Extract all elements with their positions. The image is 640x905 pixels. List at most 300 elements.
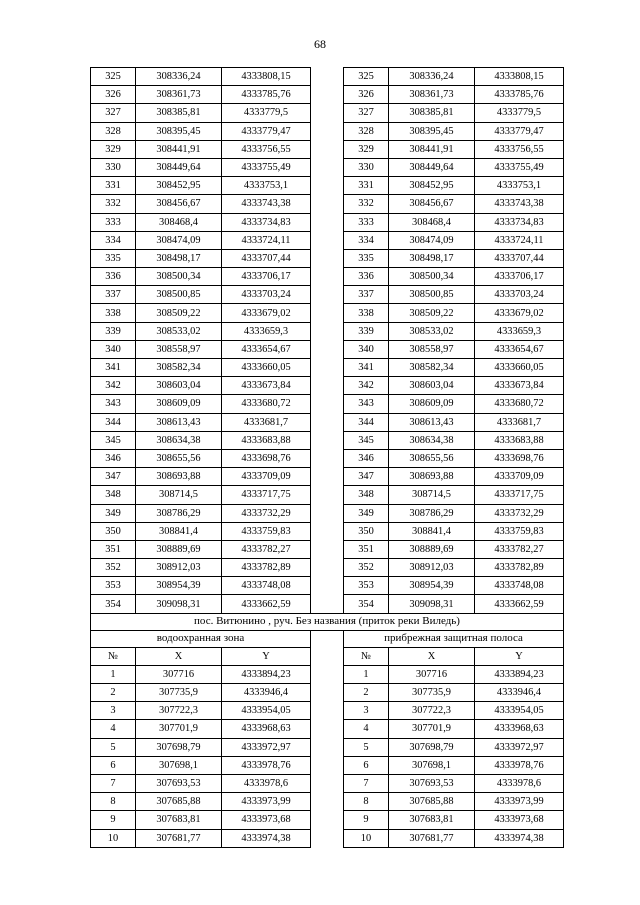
coord-x: 307698,79	[136, 738, 222, 756]
table-row	[91, 140, 564, 158]
table-row	[91, 540, 564, 558]
coord-y: 4333734,83	[222, 213, 311, 231]
coord-y: 4333978,6	[222, 774, 311, 792]
coord-y: 4333698,76	[222, 449, 311, 467]
coord-x: 308582,34	[389, 359, 475, 377]
table-row	[91, 340, 564, 358]
point-number: 336	[91, 268, 136, 286]
table-row	[91, 104, 564, 122]
coord-y: 4333673,84	[475, 377, 564, 395]
coord-x: 308693,88	[389, 468, 475, 486]
coord-y: 4333698,76	[475, 449, 564, 467]
coord-x: 308474,09	[136, 231, 222, 249]
section-coordinates-body	[91, 665, 564, 847]
water-protection-zone-title: водоохранная зона	[91, 630, 311, 647]
coord-y: 4333779,47	[222, 122, 311, 140]
column-gap	[311, 647, 344, 665]
coord-y: 4333743,38	[222, 195, 311, 213]
coord-y: 4333978,76	[475, 756, 564, 774]
coord-x: 308361,73	[389, 86, 475, 104]
table-row	[91, 122, 564, 140]
column-gap	[311, 140, 344, 158]
column-header-row	[91, 647, 564, 665]
point-number: 333	[91, 213, 136, 231]
point-number: 354	[344, 595, 389, 613]
page-number: 68	[314, 37, 326, 51]
point-number: 9	[344, 811, 389, 829]
point-number: 326	[91, 86, 136, 104]
coord-y: 4333782,89	[475, 559, 564, 577]
coord-y: 4333659,3	[475, 322, 564, 340]
coord-y: 4333946,4	[222, 684, 311, 702]
column-gap	[311, 540, 344, 558]
coastal-protective-strip-title: прибрежная защитная полоса	[344, 630, 564, 647]
coord-x: 307735,9	[136, 684, 222, 702]
column-gap	[311, 68, 344, 86]
coord-x: 308558,97	[389, 340, 475, 358]
table-row	[91, 829, 564, 847]
coord-y: 4333724,11	[475, 231, 564, 249]
column-gap	[311, 738, 344, 756]
column-gap	[311, 774, 344, 792]
coord-x: 307722,3	[389, 702, 475, 720]
table-row	[91, 68, 564, 86]
coord-x: 308498,17	[136, 249, 222, 267]
point-number: 3	[91, 702, 136, 720]
coord-y: 4333756,55	[475, 140, 564, 158]
section-header	[91, 613, 564, 665]
column-gap	[311, 811, 344, 829]
table-row	[91, 738, 564, 756]
header-y: Y	[222, 647, 311, 665]
point-number: 334	[91, 231, 136, 249]
coord-x: 308498,17	[389, 249, 475, 267]
coord-y: 4333683,88	[222, 431, 311, 449]
coord-x: 309098,31	[389, 595, 475, 613]
coord-y: 4333779,5	[475, 104, 564, 122]
coord-x: 308634,38	[136, 431, 222, 449]
coord-y: 4333974,38	[475, 829, 564, 847]
coord-x: 308603,04	[136, 377, 222, 395]
column-gap	[311, 377, 344, 395]
point-number: 328	[344, 122, 389, 140]
coord-y: 4333707,44	[475, 249, 564, 267]
coord-x: 307701,9	[389, 720, 475, 738]
coord-y: 4333732,29	[222, 504, 311, 522]
coord-x: 307722,3	[136, 702, 222, 720]
coord-x: 308609,09	[136, 395, 222, 413]
coord-y: 4333680,72	[475, 395, 564, 413]
table-row	[91, 522, 564, 540]
coord-y: 4333662,59	[475, 595, 564, 613]
point-number: 332	[344, 195, 389, 213]
table-row	[91, 559, 564, 577]
coord-x: 308889,69	[136, 540, 222, 558]
table-row	[91, 774, 564, 792]
coord-x: 308500,85	[136, 286, 222, 304]
point-number: 4	[91, 720, 136, 738]
coord-x: 309098,31	[136, 595, 222, 613]
point-number: 330	[91, 158, 136, 176]
point-number: 329	[91, 140, 136, 158]
coord-y: 4333732,29	[475, 504, 564, 522]
column-gap	[311, 522, 344, 540]
coord-x: 307685,88	[136, 793, 222, 811]
table-row	[91, 577, 564, 595]
coord-x: 307735,9	[389, 684, 475, 702]
coord-x: 308693,88	[136, 468, 222, 486]
coord-x: 308449,64	[389, 158, 475, 176]
table-row	[91, 377, 564, 395]
point-number: 327	[344, 104, 389, 122]
column-gap	[311, 431, 344, 449]
point-number: 340	[344, 340, 389, 358]
coord-x: 308336,24	[136, 68, 222, 86]
point-number: 333	[344, 213, 389, 231]
point-number: 335	[344, 249, 389, 267]
point-number: 7	[344, 774, 389, 792]
point-number: 328	[91, 122, 136, 140]
coord-y: 4333681,7	[222, 413, 311, 431]
coord-x: 307698,1	[136, 756, 222, 774]
coord-y: 4333743,38	[475, 195, 564, 213]
column-gap	[311, 829, 344, 847]
point-number: 344	[344, 413, 389, 431]
table-row	[91, 702, 564, 720]
coord-y: 4333968,63	[222, 720, 311, 738]
coord-x: 307716	[389, 665, 475, 683]
coord-x: 308336,24	[389, 68, 475, 86]
section-caption-row	[91, 613, 564, 630]
coord-x: 307698,79	[389, 738, 475, 756]
point-number: 6	[91, 756, 136, 774]
point-number: 340	[91, 340, 136, 358]
column-gap	[311, 249, 344, 267]
header-number: №	[344, 647, 389, 665]
coord-x: 308558,97	[136, 340, 222, 358]
point-number: 3	[344, 702, 389, 720]
coord-x: 308603,04	[389, 377, 475, 395]
coord-y: 4333755,49	[475, 158, 564, 176]
coord-y: 4333683,88	[475, 431, 564, 449]
coord-y: 4333973,99	[475, 793, 564, 811]
coord-x: 308609,09	[389, 395, 475, 413]
coord-y: 4333717,75	[475, 486, 564, 504]
coord-y: 4333973,68	[222, 811, 311, 829]
table-row	[91, 213, 564, 231]
point-number: 339	[344, 322, 389, 340]
coord-x: 308533,02	[136, 322, 222, 340]
point-number: 353	[91, 577, 136, 595]
coord-y: 4333706,17	[475, 268, 564, 286]
coord-y: 4333978,76	[222, 756, 311, 774]
table-row	[91, 504, 564, 522]
table-row	[91, 158, 564, 176]
table-row	[91, 595, 564, 613]
table-row	[91, 811, 564, 829]
coord-x: 307681,77	[136, 829, 222, 847]
coord-y: 4333972,97	[475, 738, 564, 756]
point-number: 4	[344, 720, 389, 738]
coord-y: 4333654,67	[222, 340, 311, 358]
coord-y: 4333785,76	[475, 86, 564, 104]
coord-x: 308449,64	[136, 158, 222, 176]
coord-y: 4333973,68	[475, 811, 564, 829]
point-number: 2	[344, 684, 389, 702]
coord-y: 4333954,05	[222, 702, 311, 720]
column-gap	[311, 559, 344, 577]
point-number: 337	[91, 286, 136, 304]
coord-y: 4333709,09	[475, 468, 564, 486]
coord-y: 4333968,63	[475, 720, 564, 738]
point-number: 337	[344, 286, 389, 304]
coord-y: 4333660,05	[222, 359, 311, 377]
coord-x: 308889,69	[389, 540, 475, 558]
coord-y: 4333679,02	[475, 304, 564, 322]
coord-y: 4333782,27	[222, 540, 311, 558]
coord-y: 4333709,09	[222, 468, 311, 486]
coord-x: 308456,67	[136, 195, 222, 213]
coord-x: 308714,5	[136, 486, 222, 504]
point-number: 335	[91, 249, 136, 267]
point-number: 2	[91, 684, 136, 702]
coord-x: 308509,22	[136, 304, 222, 322]
column-gap	[311, 577, 344, 595]
coord-y: 4333753,1	[475, 177, 564, 195]
coord-y: 4333753,1	[222, 177, 311, 195]
point-number: 5	[344, 738, 389, 756]
coord-x: 308912,03	[389, 559, 475, 577]
point-number: 326	[344, 86, 389, 104]
point-number: 7	[91, 774, 136, 792]
point-number: 10	[344, 829, 389, 847]
section-caption: пос. Витюнино , руч. Без названия (приток реки Виледь)	[91, 613, 564, 630]
coord-x: 308786,29	[136, 504, 222, 522]
table-row	[91, 684, 564, 702]
coord-y: 4333706,17	[222, 268, 311, 286]
table-row	[91, 249, 564, 267]
coord-x: 308500,85	[389, 286, 475, 304]
header-number: №	[91, 647, 136, 665]
coord-y: 4333654,67	[475, 340, 564, 358]
column-gap	[311, 486, 344, 504]
point-number: 330	[344, 158, 389, 176]
coord-y: 4333659,3	[222, 322, 311, 340]
coord-y: 4333946,4	[475, 684, 564, 702]
column-gap	[311, 322, 344, 340]
coord-x: 308452,95	[389, 177, 475, 195]
point-number: 351	[91, 540, 136, 558]
point-number: 349	[91, 504, 136, 522]
point-number: 348	[91, 486, 136, 504]
coord-x: 308395,45	[136, 122, 222, 140]
point-number: 354	[91, 595, 136, 613]
point-number: 329	[344, 140, 389, 158]
coordinates-table	[90, 67, 564, 848]
coord-x: 308786,29	[389, 504, 475, 522]
coord-y: 4333779,5	[222, 104, 311, 122]
coord-x: 308533,02	[389, 322, 475, 340]
point-number: 5	[91, 738, 136, 756]
table-row	[91, 468, 564, 486]
point-number: 350	[91, 522, 136, 540]
column-gap	[311, 413, 344, 431]
table-row	[91, 756, 564, 774]
coord-x: 308613,43	[136, 413, 222, 431]
coord-x: 307685,88	[389, 793, 475, 811]
point-number: 332	[91, 195, 136, 213]
coord-y: 4333703,24	[222, 286, 311, 304]
point-number: 352	[344, 559, 389, 577]
table-row	[91, 177, 564, 195]
point-number: 1	[91, 665, 136, 683]
point-number: 338	[91, 304, 136, 322]
point-number: 334	[344, 231, 389, 249]
point-number: 346	[344, 449, 389, 467]
table-row	[91, 486, 564, 504]
column-gap	[311, 449, 344, 467]
coord-x: 308395,45	[389, 122, 475, 140]
column-gap	[311, 468, 344, 486]
coord-x: 308582,34	[136, 359, 222, 377]
coord-y: 4333759,83	[222, 522, 311, 540]
column-gap	[311, 231, 344, 249]
point-number: 349	[344, 504, 389, 522]
point-number: 346	[91, 449, 136, 467]
coord-x: 308613,43	[389, 413, 475, 431]
point-number: 336	[344, 268, 389, 286]
point-number: 345	[344, 431, 389, 449]
coord-x: 308441,91	[389, 140, 475, 158]
coord-y: 4333734,83	[475, 213, 564, 231]
zone-titles-row	[91, 630, 564, 647]
coord-x: 308468,4	[136, 213, 222, 231]
coord-x: 308441,91	[136, 140, 222, 158]
column-gap	[311, 359, 344, 377]
column-gap	[311, 595, 344, 613]
coord-x: 307698,1	[389, 756, 475, 774]
coord-y: 4333707,44	[222, 249, 311, 267]
coord-y: 4333660,05	[475, 359, 564, 377]
top-coordinates-body	[91, 68, 564, 614]
point-number: 343	[344, 395, 389, 413]
table-row	[91, 268, 564, 286]
coord-x: 307693,53	[136, 774, 222, 792]
point-number: 1	[344, 665, 389, 683]
column-gap	[311, 630, 344, 647]
table-row	[91, 449, 564, 467]
column-gap	[311, 504, 344, 522]
column-gap	[311, 286, 344, 304]
coord-x: 308500,34	[136, 268, 222, 286]
column-gap	[311, 213, 344, 231]
coord-y: 4333673,84	[222, 377, 311, 395]
point-number: 8	[91, 793, 136, 811]
coord-y: 4333755,49	[222, 158, 311, 176]
column-gap	[311, 793, 344, 811]
coord-x: 308500,34	[389, 268, 475, 286]
column-gap	[311, 665, 344, 683]
coord-y: 4333785,76	[222, 86, 311, 104]
column-gap	[311, 195, 344, 213]
point-number: 347	[91, 468, 136, 486]
coord-y: 4333782,89	[222, 559, 311, 577]
table-row	[91, 286, 564, 304]
point-number: 8	[344, 793, 389, 811]
table-row	[91, 665, 564, 683]
coord-x: 308912,03	[136, 559, 222, 577]
column-gap	[311, 720, 344, 738]
coord-y: 4333662,59	[222, 595, 311, 613]
coord-y: 4333756,55	[222, 140, 311, 158]
column-gap	[311, 86, 344, 104]
table-row	[91, 322, 564, 340]
column-gap	[311, 702, 344, 720]
point-number: 341	[91, 359, 136, 377]
point-number: 342	[91, 377, 136, 395]
point-number: 9	[91, 811, 136, 829]
table-row	[91, 359, 564, 377]
table-row	[91, 304, 564, 322]
table-row	[91, 195, 564, 213]
table-row	[91, 395, 564, 413]
point-number: 325	[344, 68, 389, 86]
coord-y: 4333724,11	[222, 231, 311, 249]
column-gap	[311, 684, 344, 702]
coord-y: 4333972,97	[222, 738, 311, 756]
column-gap	[311, 177, 344, 195]
column-gap	[311, 122, 344, 140]
coord-y: 4333973,99	[222, 793, 311, 811]
coord-y: 4333808,15	[475, 68, 564, 86]
coord-x: 307701,9	[136, 720, 222, 738]
coord-y: 4333894,23	[475, 665, 564, 683]
point-number: 331	[91, 177, 136, 195]
point-number: 343	[91, 395, 136, 413]
column-gap	[311, 158, 344, 176]
coord-x: 308509,22	[389, 304, 475, 322]
coord-y: 4333782,27	[475, 540, 564, 558]
point-number: 325	[91, 68, 136, 86]
coord-x: 308474,09	[389, 231, 475, 249]
column-gap	[311, 340, 344, 358]
coord-y: 4333717,75	[222, 486, 311, 504]
coord-y: 4333974,38	[222, 829, 311, 847]
coord-x: 308655,56	[389, 449, 475, 467]
point-number: 350	[344, 522, 389, 540]
coord-x: 307716	[136, 665, 222, 683]
coord-x: 308634,38	[389, 431, 475, 449]
table-row	[91, 793, 564, 811]
column-gap	[311, 304, 344, 322]
coord-x: 308714,5	[389, 486, 475, 504]
coord-y: 4333954,05	[475, 702, 564, 720]
point-number: 6	[344, 756, 389, 774]
coord-y: 4333680,72	[222, 395, 311, 413]
coord-y: 4333978,6	[475, 774, 564, 792]
coord-y: 4333808,15	[222, 68, 311, 86]
coord-x: 308655,56	[136, 449, 222, 467]
point-number: 339	[91, 322, 136, 340]
point-number: 353	[344, 577, 389, 595]
header-x: X	[389, 647, 475, 665]
point-number: 341	[344, 359, 389, 377]
coord-y: 4333679,02	[222, 304, 311, 322]
point-number: 347	[344, 468, 389, 486]
coord-x: 307681,77	[389, 829, 475, 847]
coord-y: 4333748,08	[222, 577, 311, 595]
point-number: 348	[344, 486, 389, 504]
